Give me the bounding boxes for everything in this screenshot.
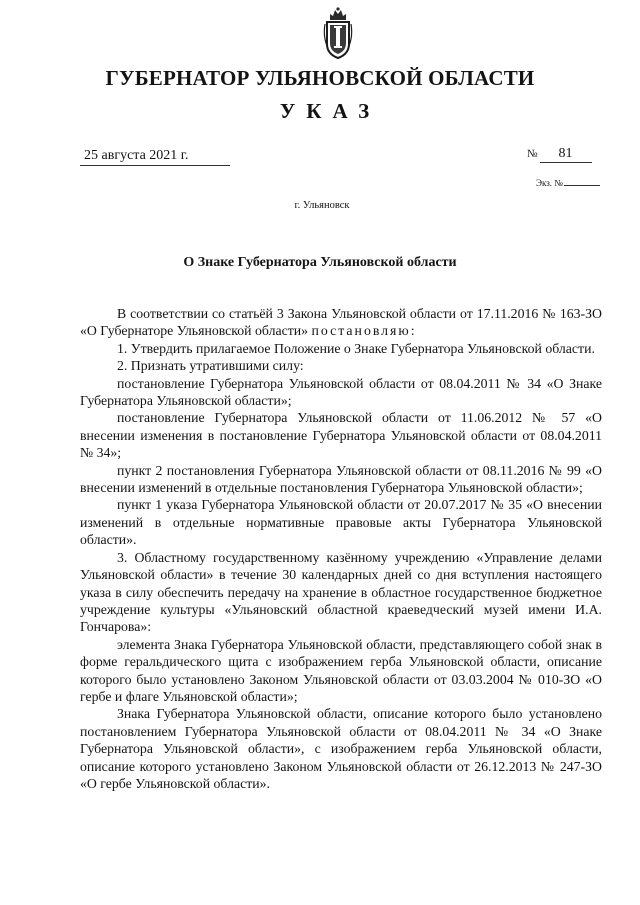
paragraph: пункт 1 указа Губернатора Ульяновской области от 20.07.2017 № 35 «О внесении изменений в отдельные нормативные правовые акты Губернатора Ульяновской области».: [80, 497, 602, 548]
paragraph: пункт 2 постановления Губернатора Ульяновской области от 08.11.2016 № 99 «О внесении изменений в отдельные постановления Губернатора Ульяновской области»;: [80, 462, 602, 496]
decree-verb: постановляю: [311, 323, 411, 339]
copy-label: Экз. №: [536, 178, 563, 188]
paragraph: постановление Губернатора Ульяновской области от 08.04.2011 № 34 «О Знаке Губернатора Ульяновской области»;: [80, 375, 602, 409]
preamble-text: В соответствии со статьёй 3 Закона Ульяновской области от 17.11.2016 № 163-ЗО «О Губернаторе Ульяновской области»: [80, 306, 602, 339]
document-number: 81: [540, 146, 592, 163]
copy-number-blank: [564, 185, 600, 186]
paragraph: 3. Областному государственному казённому учреждению «Управление делами Ульяновской области» в течение 30 календарных дней со дня вступления настоящего указа в силу обеспечить передачу на хранение в областное государственное бюджетное учреждение культуры «Ульяновский областной краеведческий музей имени И.А. Гончарова»:: [80, 549, 602, 635]
paragraph: Знака Губернатора Ульяновской области, описание которого было установлено постановлением Губернатора Ульяновской области от 08.04.2011 № 34 «О Знаке Губернатора Ульяновской области», с изображением герба Ульяновской области, описание которого установлено Законом Ульяновской области от 26.12.2013 № 247-ЗО «О гербе Ульяновской области».: [80, 706, 602, 791]
paragraph: 1. Утвердить прилагаемое Положение о Знаке Губернатора Ульяновской области.: [117, 340, 595, 356]
document-number-field: [527, 146, 592, 163]
number-sign: №: [527, 148, 538, 160]
document-type: УКАЗ: [279, 99, 381, 123]
document-title: О Знаке Губернатора Ульяновской области: [183, 255, 457, 270]
paragraph-preamble: [80, 305, 602, 340]
issuing-authority: ГУБЕРНАТОР УЛЬЯНОВСКОЙ ОБЛАСТИ: [105, 66, 535, 90]
paragraph: постановление Губернатора Ульяновской области от 11.06.2012 № 57 «О внесении изменения в постановление Губернатора Ульяновской области от 08.04.2011 № 34»;: [80, 410, 602, 461]
paragraph: элемента Знака Губернатора Ульяновской области, представляющего собой знак в форме геральдического щита с изображением герба Ульяновской области, описание которого было установлено Законом Ульяновской области от 03.03.2004 № 010-ЗО «О гербе и флаге Ульяновской области»;: [80, 636, 602, 704]
paragraph: 2. Признать утратившими силу:: [117, 358, 304, 374]
preamble-end: :: [410, 323, 415, 339]
document-body: [80, 305, 602, 792]
copy-number-field: [536, 178, 600, 188]
ulyanovsk-coat-of-arms-icon: [323, 6, 353, 60]
date-field: [80, 148, 230, 166]
document-date: 25 августа 2021 г.: [84, 148, 189, 163]
city: г. Ульяновск: [294, 200, 350, 211]
